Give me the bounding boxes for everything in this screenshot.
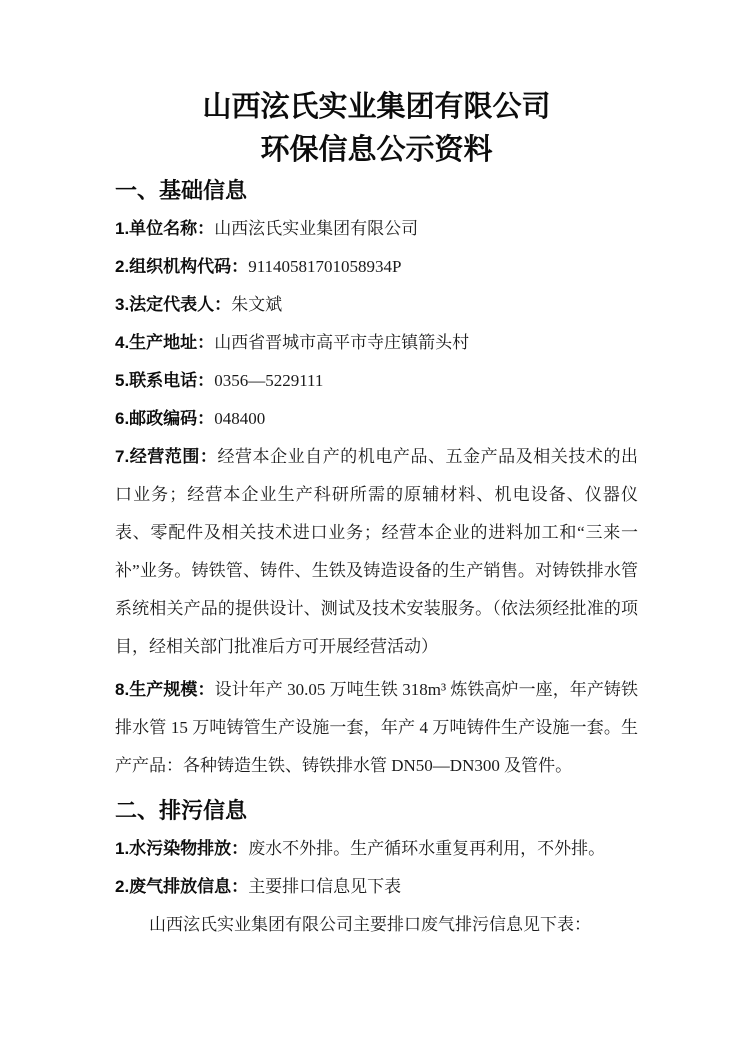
field-unit-name [115,210,638,248]
field-water-pollutant-discharge-label: 1.水污染物排放： [115,839,249,858]
field-business-scope [115,438,638,666]
field-production-scale [115,671,638,785]
field-contact-phone-value: 0356—5229111 [214,371,324,390]
field-exhaust-emission-info [115,868,638,906]
field-production-address [115,324,638,362]
document-title [115,86,638,172]
field-production-scale-label: 8.生产规模： [115,680,215,699]
section-heading-basic-info: 一、基础信息 [115,178,248,203]
field-unit-name-label: 1.单位名称： [115,219,215,238]
field-legal-representative [115,286,638,324]
field-unit-name-value: 山西泫氏实业集团有限公司 [214,219,419,238]
field-org-code [115,248,638,286]
field-production-address-label: 4.生产地址： [115,333,215,352]
field-legal-representative-value: 朱文斌 [231,295,283,314]
field-legal-representative-label: 3.法定代表人： [115,295,232,314]
title-line-1: 山西泫氏实业集团有限公司 [202,91,551,123]
field-contact-phone [115,362,638,400]
field-exhaust-emission-info-label: 2.废气排放信息： [115,877,249,896]
field-production-scale-value: 设计年产 30.05 万吨生铁 318m³ 炼铁高炉一座，年产铸铁排水管 15 万吨铸管生产设施一套，年产 4 万吨铸件生产设施一套。生产产品：各种铸造生铁、铸铁排水管 DN50—DN300 及管件。 [115,680,638,775]
field-org-code-value: 91140581701058934P [248,257,402,276]
field-exhaust-emission-info-value: 主要排口信息见下表 [248,877,402,896]
field-production-address-value: 山西省晋城市高平市寺庄镇箭头村 [214,333,470,352]
field-postal-code-label: 6.邮政编码： [115,409,215,428]
field-postal-code [115,400,638,438]
field-water-pollutant-discharge-value: 废水不外排。生产循环水重复再利用，不外排。 [248,839,606,858]
field-business-scope-label: 7.经营范围： [115,447,218,466]
field-contact-phone-label: 5.联系电话： [115,371,215,390]
field-business-scope-value: 经营本企业自产的机电产品、五金产品及相关技术的出口业务；经营本企业生产科研所需的原辅材料、机电设备、仪器仪表、零配件及相关技术进口业务；经营本企业的进料加工和“三来一补”业务。铸铁管、铸件、生铁及铸造设备的生产销售。对铸铁排水管系统相关产品的提供设计、测试及技术安装服务。（依法须经批准的项目，经相关部门批准后方可开展经营活动） [115,447,638,656]
field-water-pollutant-discharge [115,830,638,868]
title-line-2: 环保信息公示资料 [260,134,493,166]
section-heading-pollution-info: 二、排污信息 [115,798,248,823]
exhaust-table-note: 山西泫氏实业集团有限公司主要排口废气排污信息见下表： [149,915,591,934]
field-postal-code-value: 048400 [214,409,266,428]
field-org-code-label: 2.组织机构代码： [115,257,249,276]
